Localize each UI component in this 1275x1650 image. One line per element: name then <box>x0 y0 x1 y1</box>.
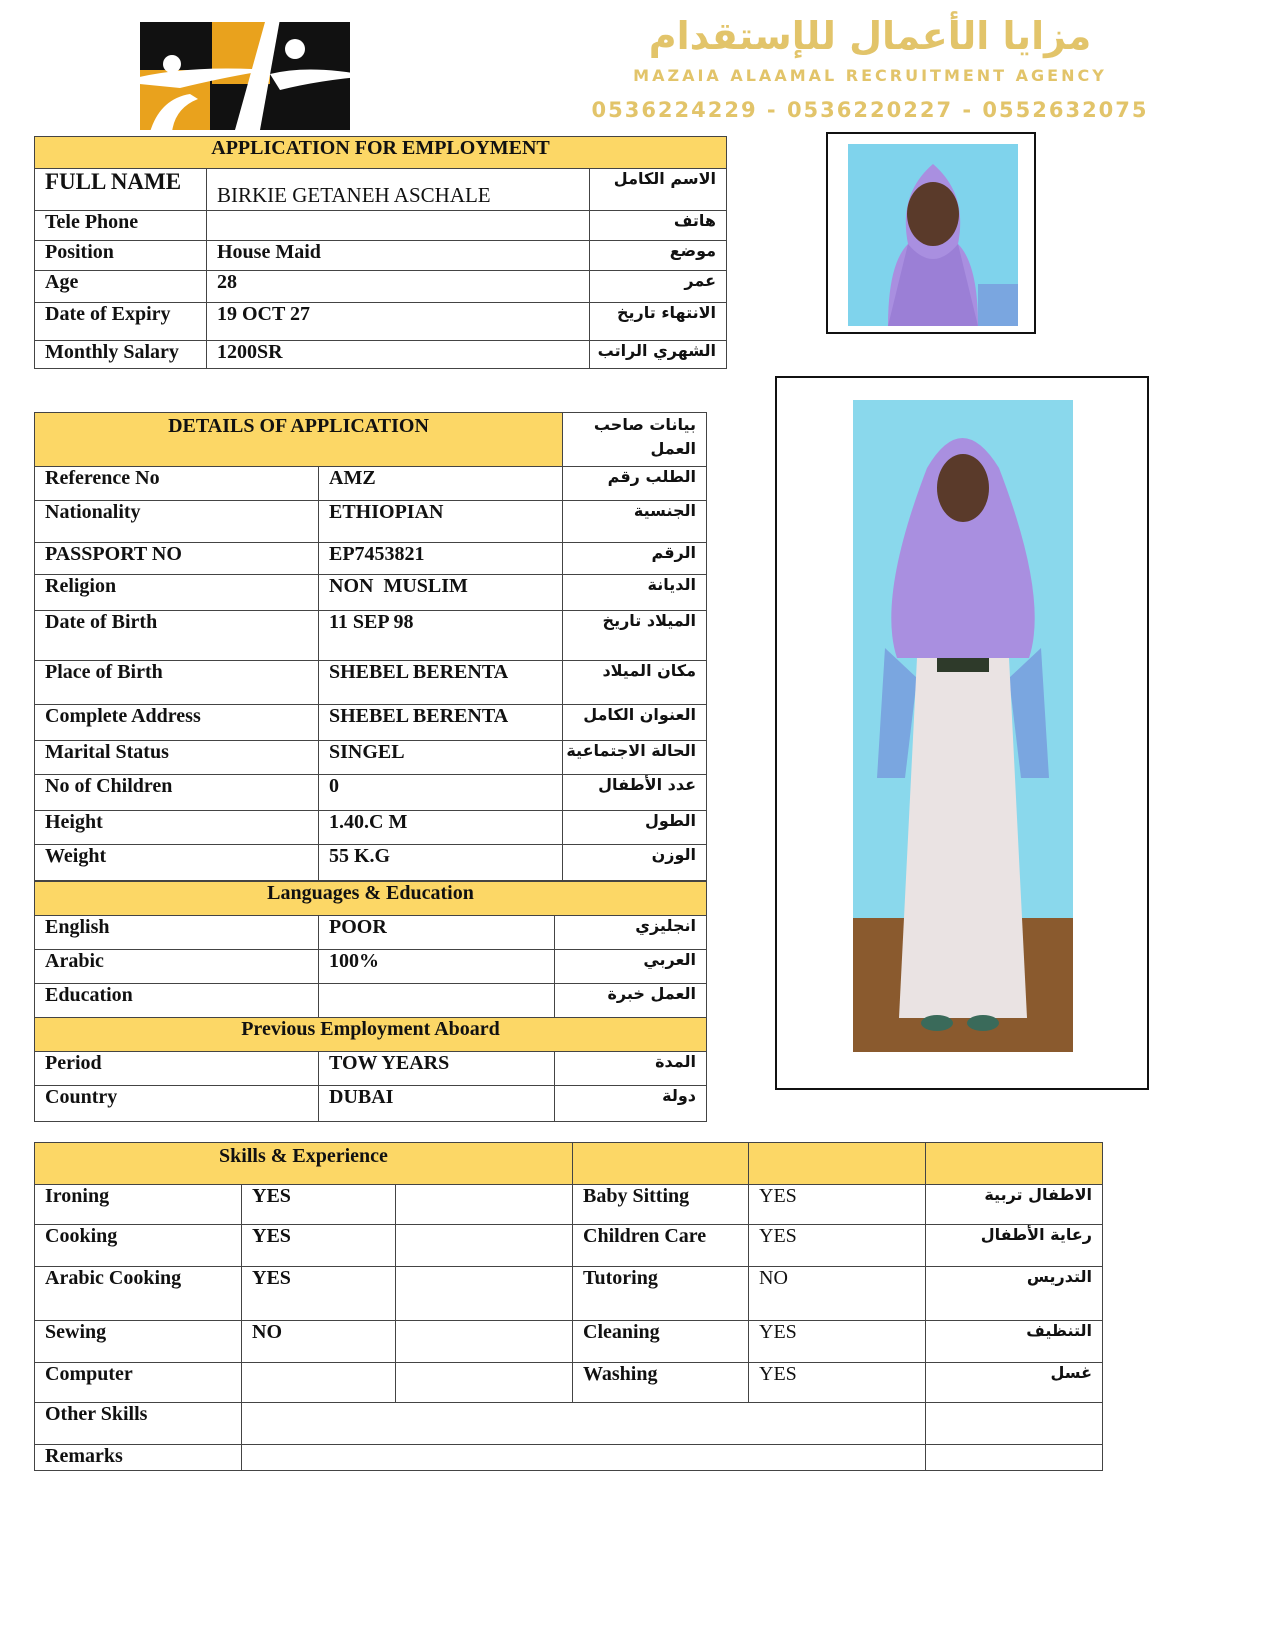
ar-telephone: هاتف <box>590 211 727 241</box>
skill-washing-value: YES <box>749 1363 926 1403</box>
ar-place-of-birth: مكان الميلاد <box>563 661 707 705</box>
skill-empty-cell <box>396 1321 573 1363</box>
label-english: English <box>35 916 319 950</box>
label-other-skills: Other Skills <box>35 1403 242 1445</box>
label-remarks: Remarks <box>35 1445 242 1471</box>
skill-empty-cell <box>396 1363 573 1403</box>
label-position: Position <box>35 241 207 271</box>
label-passport-no: PASSPORT NO <box>35 543 319 575</box>
ar-complete-address: العنوان الكامل <box>563 705 707 741</box>
value-nationality: ETHIOPIAN <box>319 501 563 543</box>
agency-phones: 0536224229 - 0536220227 - 0552632075 <box>591 98 1149 122</box>
skill-cleaning-value: YES <box>749 1321 926 1363</box>
ar-height: الطول <box>563 811 707 845</box>
skill-children-care-value: YES <box>749 1225 926 1267</box>
label-education: Education <box>35 984 319 1018</box>
skill-cooking-value: YES <box>242 1225 396 1267</box>
details-title: DETAILS OF APPLICATION <box>35 413 563 467</box>
languages-table <box>34 881 707 1122</box>
label-no-of-children: No of Children <box>35 775 319 811</box>
value-arabic: 100% <box>319 950 555 984</box>
value-height: 1.40.C M <box>319 811 563 845</box>
agency-logo <box>120 4 375 134</box>
label-age: Age <box>35 271 207 303</box>
label-marital-status: Marital Status <box>35 741 319 775</box>
ar-passport-no: الرقم <box>563 543 707 575</box>
skill-children-care: Children Care <box>573 1225 749 1267</box>
label-date-of-birth: Date of Birth <box>35 611 319 661</box>
ar-period: المدة <box>555 1052 707 1086</box>
label-telephone: Tele Phone <box>35 211 207 241</box>
skill-tutoring-arabic: التدريس <box>926 1267 1103 1321</box>
value-marital-status: SINGEL <box>319 741 563 775</box>
value-age: 28 <box>207 271 590 303</box>
skill-baby-sitting-value: YES <box>749 1185 926 1225</box>
skill-baby-sitting: Baby Sitting <box>573 1185 749 1225</box>
ar-position: موضع <box>590 241 727 271</box>
skill-cleaning-arabic: التنظيف <box>926 1321 1103 1363</box>
ar-arabic: العربي <box>555 950 707 984</box>
skills-header-cell <box>749 1143 926 1185</box>
label-place-of-birth: Place of Birth <box>35 661 319 705</box>
skill-empty-cell <box>396 1267 573 1321</box>
label-monthly-salary: Monthly Salary <box>35 341 207 369</box>
ar-nationality: الجنسية <box>563 501 707 543</box>
skills-table <box>34 1142 1103 1471</box>
ar-full-name: الاسم الكامل <box>590 169 727 211</box>
details-title-arabic: بيانات صاحب العمل <box>563 413 707 467</box>
value-no-of-children: 0 <box>319 775 563 811</box>
portrait-photo <box>826 132 1036 334</box>
label-full-name: FULL NAME <box>35 169 207 211</box>
skill-empty-cell <box>396 1225 573 1267</box>
skill-sewing: Sewing <box>35 1321 242 1363</box>
value-position: House Maid <box>207 241 590 271</box>
label-date-of-expiry: Date of Expiry <box>35 303 207 341</box>
value-place-of-birth: SHEBEL BERENTA <box>319 661 563 705</box>
value-period: TOW YEARS <box>319 1052 555 1086</box>
value-date-of-birth: 11 SEP 98 <box>319 611 563 661</box>
label-complete-address: Complete Address <box>35 705 319 741</box>
skills-header-cell <box>926 1143 1103 1185</box>
skill-sewing-value: NO <box>242 1321 396 1363</box>
skill-cooking: Cooking <box>35 1225 242 1267</box>
details-table <box>34 412 707 881</box>
value-reference-no: AMZ <box>319 467 563 501</box>
skill-computer: Computer <box>35 1363 242 1403</box>
ar-monthly-salary: الشهري الراتب <box>590 341 727 369</box>
skill-children-care-arabic: رعاية الأطفال <box>926 1225 1103 1267</box>
skills-title: Skills & Experience <box>35 1143 573 1185</box>
agency-name-english: MAZAIA ALAAMAL RECRUITMENT AGENCY <box>633 66 1107 85</box>
skill-washing: Washing <box>573 1363 749 1403</box>
ar-no-of-children: عدد الأطفال <box>563 775 707 811</box>
value-education <box>319 984 555 1018</box>
ar-weight: الوزن <box>563 845 707 881</box>
full-length-photo <box>775 376 1149 1090</box>
label-country: Country <box>35 1086 319 1122</box>
skill-arabic-cooking-value: YES <box>242 1267 396 1321</box>
ar-religion: الديانة <box>563 575 707 611</box>
skills-header-cell <box>573 1143 749 1185</box>
value-monthly-salary: 1200SR <box>207 341 590 369</box>
label-weight: Weight <box>35 845 319 881</box>
label-nationality: Nationality <box>35 501 319 543</box>
ar-date-of-expiry: الانتهاء تاريخ <box>590 303 727 341</box>
ar-marital-status: الحالة الاجتماعية <box>563 741 707 775</box>
languages-title: Languages & Education <box>35 882 707 916</box>
skill-tutoring: Tutoring <box>573 1267 749 1321</box>
skill-cleaning: Cleaning <box>573 1321 749 1363</box>
label-arabic: Arabic <box>35 950 319 984</box>
skill-tutoring-value: NO <box>749 1267 926 1321</box>
value-country: DUBAI <box>319 1086 555 1122</box>
ar-age: عمر <box>590 271 727 303</box>
remarks-extra <box>926 1445 1103 1471</box>
value-religion: NON MUSLIM <box>319 575 563 611</box>
previous-employment-title: Previous Employment Aboard <box>35 1018 707 1052</box>
agency-name-arabic: مزايا الأعمال للإستقدام <box>648 14 1092 58</box>
label-reference-no: Reference No <box>35 467 319 501</box>
value-complete-address: SHEBEL BERENTA <box>319 705 563 741</box>
application-table <box>34 136 727 369</box>
skill-washing-arabic: غسل <box>926 1363 1103 1403</box>
skill-arabic-cooking: Arabic Cooking <box>35 1267 242 1321</box>
label-religion: Religion <box>35 575 319 611</box>
skill-empty-cell <box>396 1185 573 1225</box>
value-weight: 55 K.G <box>319 845 563 881</box>
value-other-skills <box>242 1403 926 1445</box>
label-period: Period <box>35 1052 319 1086</box>
value-date-of-expiry: 19 OCT 27 <box>207 303 590 341</box>
ar-education: العمل خبرة <box>555 984 707 1018</box>
skill-baby-sitting-arabic: الاطفال تربية <box>926 1185 1103 1225</box>
label-height: Height <box>35 811 319 845</box>
ar-reference-no: الطلب رقم <box>563 467 707 501</box>
skill-ironing-value: YES <box>242 1185 396 1225</box>
skill-ironing: Ironing <box>35 1185 242 1225</box>
other-skills-extra <box>926 1403 1103 1445</box>
value-english: POOR <box>319 916 555 950</box>
skill-computer-value <box>242 1363 396 1403</box>
value-passport-no: EP7453821 <box>319 543 563 575</box>
ar-date-of-birth: الميلاد تاريخ <box>563 611 707 661</box>
ar-country: دولة <box>555 1086 707 1122</box>
application-title: APPLICATION FOR EMPLOYMENT <box>35 137 727 169</box>
ar-english: انجليزي <box>555 916 707 950</box>
value-full-name: BIRKIE GETANEH ASCHALE <box>207 169 590 211</box>
value-telephone <box>207 211 590 241</box>
value-remarks <box>242 1445 926 1471</box>
